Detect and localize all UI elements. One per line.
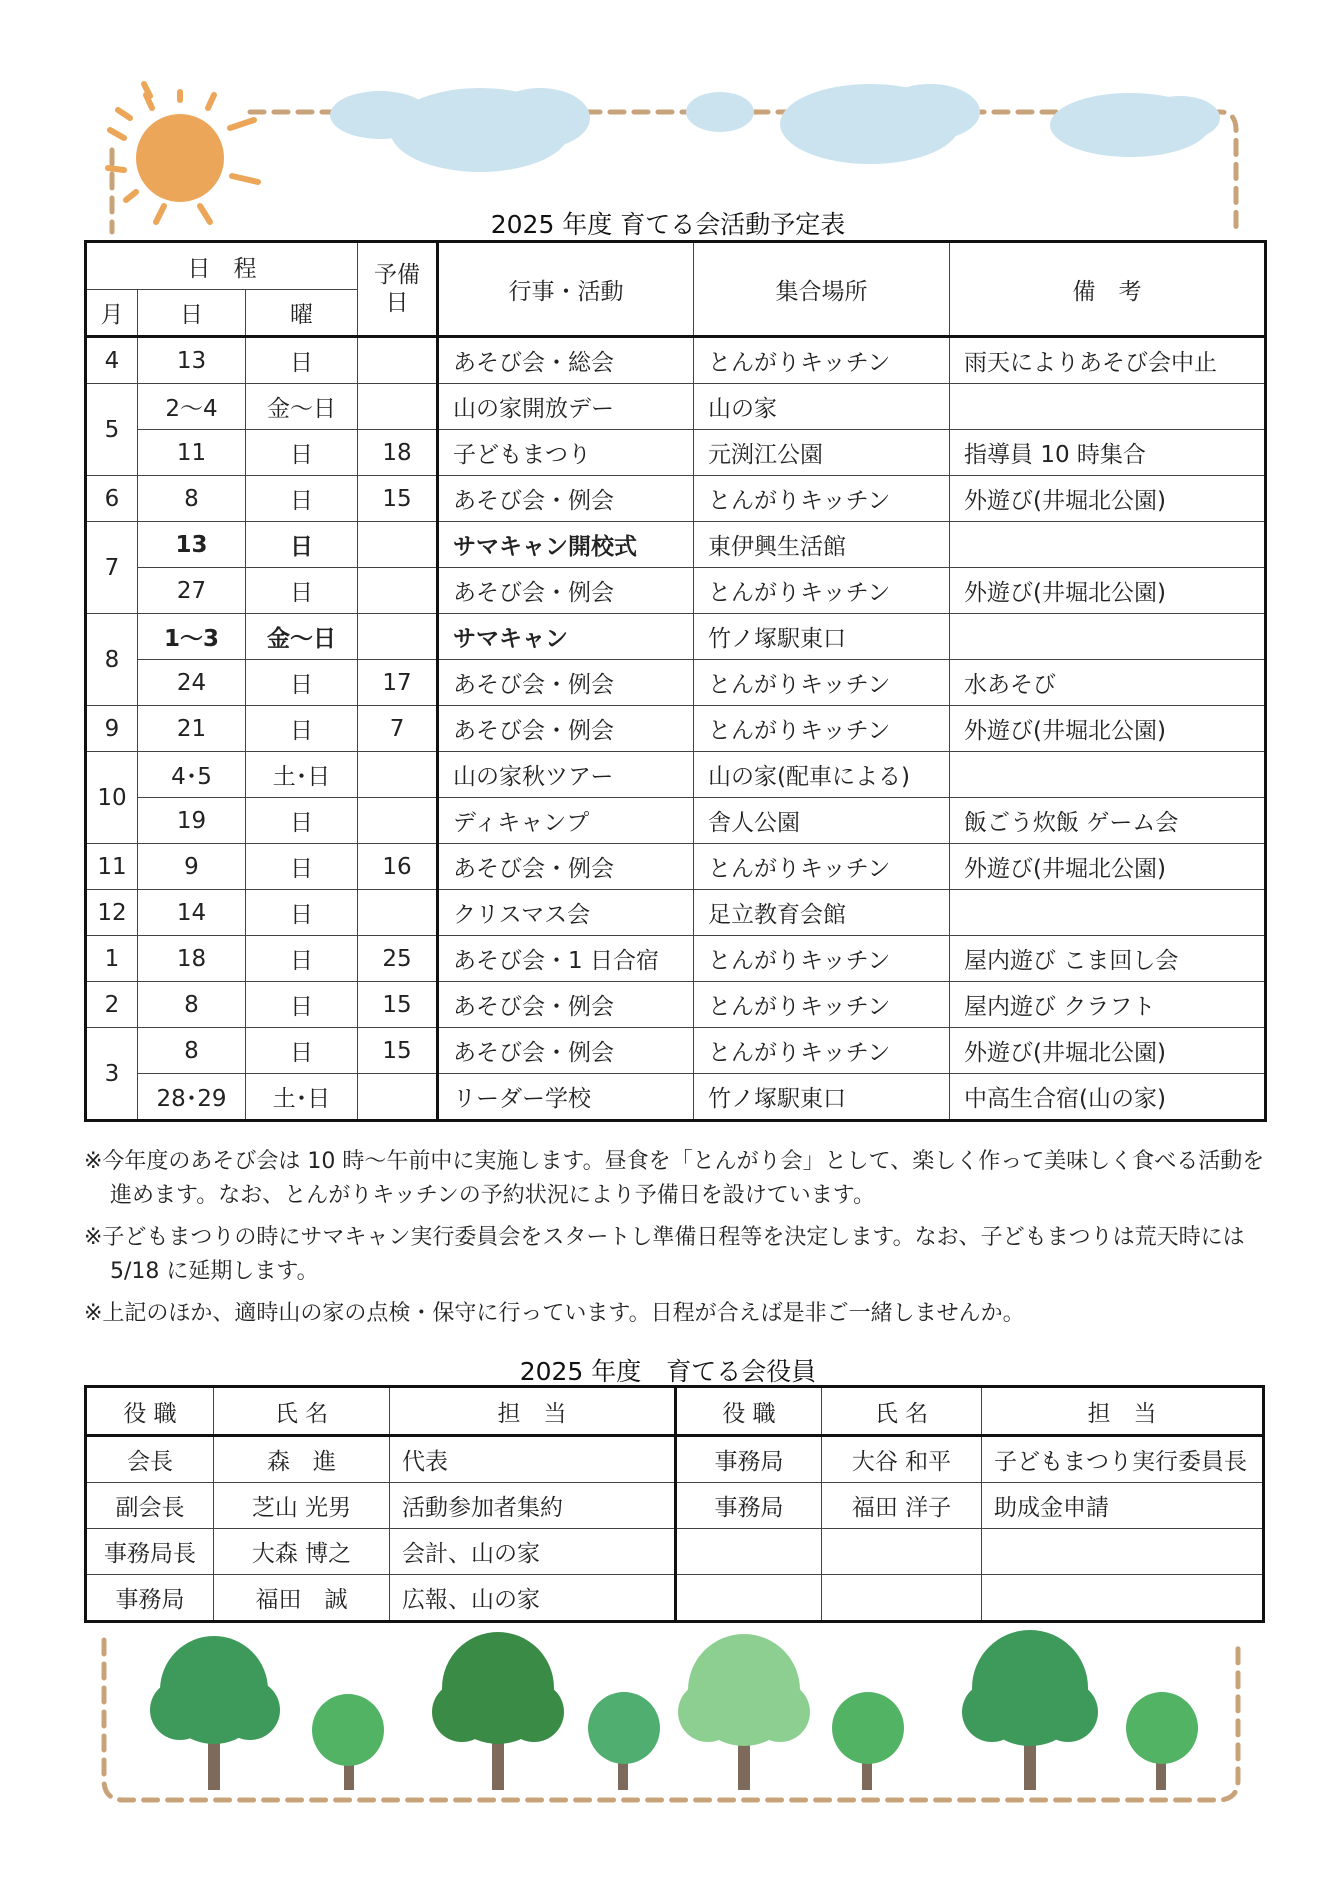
cell-place: 山の家 (694, 384, 950, 430)
header-name-left: 氏 名 (214, 1387, 390, 1436)
cell-reserve (358, 798, 438, 844)
cell-day: 11 (138, 430, 246, 476)
schedule-row (86, 890, 1266, 936)
cell-month: 5 (86, 384, 138, 476)
officer-duty (982, 1529, 1264, 1575)
cell-day: 9 (138, 844, 246, 890)
cell-month: 3 (86, 1028, 138, 1121)
header-duty-left: 担 当 (390, 1387, 676, 1436)
cell-reserve: 18 (358, 430, 438, 476)
cell-notes: 屋内遊び こま回し会 (950, 936, 1266, 982)
cell-weekday: 日 (246, 1028, 358, 1074)
cell-notes: 外遊び(井堀北公園) (950, 476, 1266, 522)
cell-event: クリスマス会 (438, 890, 694, 936)
officers-title: 2025 年度 育てる会役員 (519, 1357, 817, 1386)
cell-event: 山の家開放デー (438, 384, 694, 430)
cell-month: 7 (86, 522, 138, 614)
cell-reserve (358, 568, 438, 614)
cell-month: 4 (86, 337, 138, 384)
cell-place: とんがりキッチン (694, 337, 950, 384)
header-role-right: 役 職 (676, 1387, 822, 1436)
header-notes: 備 考 (950, 242, 1266, 337)
officers-table (84, 1385, 1265, 1623)
cell-weekday: 金〜日 (246, 384, 358, 430)
cell-place: とんがりキッチン (694, 936, 950, 982)
officer-role: 事務局 (676, 1436, 822, 1483)
header-day: 日 (138, 290, 246, 337)
header-nittei: 日 程 (86, 242, 358, 290)
officer-row (86, 1436, 1264, 1483)
officer-role: 事務局長 (86, 1529, 214, 1575)
dashed-border-bottom (104, 1640, 1238, 1800)
cell-day: 18 (138, 936, 246, 982)
cell-weekday: 日 (246, 706, 358, 752)
schedule-row (86, 844, 1266, 890)
cell-weekday: 日 (246, 890, 358, 936)
officer-name: 森 進 (214, 1436, 390, 1483)
officer-name: 福田 誠 (214, 1575, 390, 1622)
cell-notes: 外遊び(井堀北公園) (950, 844, 1266, 890)
cell-day: 19 (138, 798, 246, 844)
cell-reserve (358, 752, 438, 798)
cell-notes: 屋内遊び クラフト (950, 982, 1266, 1028)
officer-row (86, 1575, 1264, 1622)
cell-event: あそび会・例会 (438, 568, 694, 614)
cell-day: 4･5 (138, 752, 246, 798)
schedule-row (86, 660, 1266, 706)
officer-role: 事務局 (86, 1575, 214, 1622)
officer-name (822, 1529, 982, 1575)
cell-event: あそび会・例会 (438, 476, 694, 522)
officer-role (676, 1529, 822, 1575)
cell-month: 2 (86, 982, 138, 1028)
cell-day: 24 (138, 660, 246, 706)
notes-block (84, 1145, 1274, 1339)
cell-weekday: 日 (246, 522, 358, 568)
cell-event: あそび会・例会 (438, 706, 694, 752)
schedule-row (86, 614, 1266, 660)
cell-event: あそび会・1 日合宿 (438, 936, 694, 982)
cell-place: とんがりキッチン (694, 706, 950, 752)
cell-weekday: 土･日 (246, 752, 358, 798)
cell-reserve: 25 (358, 936, 438, 982)
cell-place: とんがりキッチン (694, 1028, 950, 1074)
schedule-row (86, 430, 1266, 476)
cell-event: あそび会・例会 (438, 1028, 694, 1074)
header-duty-right: 担 当 (982, 1387, 1264, 1436)
cloud-icon (330, 84, 1220, 172)
schedule-row (86, 752, 1266, 798)
officer-name (822, 1575, 982, 1622)
schedule-row (86, 936, 1266, 982)
schedule-row (86, 476, 1266, 522)
officers-body (86, 1436, 1264, 1622)
cell-notes (950, 614, 1266, 660)
cell-notes: 中高生合宿(山の家) (950, 1074, 1266, 1121)
officer-name: 大森 博之 (214, 1529, 390, 1575)
officer-row (86, 1529, 1264, 1575)
cell-place: とんがりキッチン (694, 568, 950, 614)
cell-day: 27 (138, 568, 246, 614)
cell-weekday: 日 (246, 660, 358, 706)
cell-day: 28･29 (138, 1074, 246, 1121)
cell-place: 足立教育会館 (694, 890, 950, 936)
schedule-table (84, 240, 1267, 1122)
officer-role: 副会長 (86, 1483, 214, 1529)
cell-event: 山の家秋ツアー (438, 752, 694, 798)
cell-weekday: 日 (246, 982, 358, 1028)
officer-row (86, 1483, 1264, 1529)
header-month: 月 (86, 290, 138, 337)
officer-duty: 子どもまつり実行委員長 (982, 1436, 1264, 1483)
cell-reserve (358, 890, 438, 936)
cell-day: 8 (138, 982, 246, 1028)
cell-notes: 外遊び(井堀北公園) (950, 706, 1266, 752)
cell-day: 13 (138, 522, 246, 568)
officer-role: 事務局 (676, 1483, 822, 1529)
header-reserve-day: 予備 日 (358, 242, 438, 337)
cell-weekday: 日 (246, 430, 358, 476)
cell-place: 東伊興生活館 (694, 522, 950, 568)
cell-notes: 指導員 10 時集合 (950, 430, 1266, 476)
cell-month: 1 (86, 936, 138, 982)
schedule-row (86, 706, 1266, 752)
cell-month: 11 (86, 844, 138, 890)
cell-weekday: 日 (246, 568, 358, 614)
cell-reserve: 15 (358, 476, 438, 522)
cell-reserve (358, 337, 438, 384)
schedule-row (86, 982, 1266, 1028)
cell-reserve: 16 (358, 844, 438, 890)
cell-event: サマキャン (438, 614, 694, 660)
cell-reserve (358, 1074, 438, 1121)
cell-place: とんがりキッチン (694, 476, 950, 522)
cell-day: 8 (138, 1028, 246, 1074)
header-place: 集合場所 (694, 242, 950, 337)
schedule-row (86, 798, 1266, 844)
cell-reserve (358, 384, 438, 430)
cell-event: サマキャン開校式 (438, 522, 694, 568)
officer-duty: 代表 (390, 1436, 676, 1483)
officer-role: 会長 (86, 1436, 214, 1483)
cell-weekday: 土･日 (246, 1074, 358, 1121)
cell-reserve: 15 (358, 982, 438, 1028)
cell-day: 13 (138, 337, 246, 384)
cell-event: あそび会・例会 (438, 982, 694, 1028)
cell-month: 12 (86, 890, 138, 936)
cell-month: 8 (86, 614, 138, 706)
header-weekday: 曜 (246, 290, 358, 337)
cell-day: 21 (138, 706, 246, 752)
cell-place: 元渕江公園 (694, 430, 950, 476)
cell-day: 8 (138, 476, 246, 522)
cell-weekday: 日 (246, 337, 358, 384)
schedule-row (86, 384, 1266, 430)
cell-event: あそび会・例会 (438, 844, 694, 890)
note-1: ※今年度のあそび会は 10 時〜午前中に実施します。昼食を「とんがり会」として、楽しく作って美味しく食べる活動を進めます。なお、とんがりキッチンの予約状況により予備日を設けています。 (84, 1149, 1265, 1208)
cell-weekday: 日 (246, 844, 358, 890)
tree-icon (150, 1630, 1198, 1790)
cell-place: とんがりキッチン (694, 660, 950, 706)
cell-notes (950, 890, 1266, 936)
cell-notes (950, 522, 1266, 568)
cell-day: 14 (138, 890, 246, 936)
officer-duty: 活動参加者集約 (390, 1483, 676, 1529)
cell-place: 竹ノ塚駅東口 (694, 1074, 950, 1121)
header-name-right: 氏 名 (822, 1387, 982, 1436)
header-decoration (0, 0, 1336, 240)
cell-place: とんがりキッチン (694, 844, 950, 890)
cell-event: あそび会・例会 (438, 660, 694, 706)
header-role-left: 役 職 (86, 1387, 214, 1436)
officer-role (676, 1575, 822, 1622)
cell-weekday: 日 (246, 798, 358, 844)
cell-notes (950, 752, 1266, 798)
cell-month: 6 (86, 476, 138, 522)
cell-event: あそび会・総会 (438, 337, 694, 384)
cell-day: 2〜4 (138, 384, 246, 430)
cell-reserve: 15 (358, 1028, 438, 1074)
officer-name: 大谷 和平 (822, 1436, 982, 1483)
cell-weekday: 日 (246, 476, 358, 522)
officer-name: 福田 洋子 (822, 1483, 982, 1529)
cell-notes: 外遊び(井堀北公園) (950, 1028, 1266, 1074)
cell-notes (950, 384, 1266, 430)
note-3: ※上記のほか、適時山の家の点検・保守に行っています。日程が合えば是非ご一緒しませんか。 (84, 1301, 1025, 1326)
cell-notes: 飯ごう炊飯 ゲーム会 (950, 798, 1266, 844)
schedule-row (86, 1028, 1266, 1074)
cell-place: 舎人公園 (694, 798, 950, 844)
cell-month: 10 (86, 752, 138, 844)
cell-event: 子どもまつり (438, 430, 694, 476)
cell-notes: 水あそび (950, 660, 1266, 706)
cell-weekday: 金〜日 (246, 614, 358, 660)
schedule-row (86, 1074, 1266, 1121)
officer-duty: 会計、山の家 (390, 1529, 676, 1575)
officer-duty: 助成金申請 (982, 1483, 1264, 1529)
cell-notes: 外遊び(井堀北公園) (950, 568, 1266, 614)
cell-reserve (358, 522, 438, 568)
cell-place: 竹ノ塚駅東口 (694, 614, 950, 660)
officer-name: 芝山 光男 (214, 1483, 390, 1529)
sun-icon (108, 84, 258, 222)
schedule-body (86, 337, 1266, 1121)
note-2: ※子どもまつりの時にサマキャン実行委員会をスタートし準備日程等を決定します。なお、子どもまつりは荒天時には 5/18 に延期します。 (84, 1225, 1245, 1284)
cell-day: 1〜3 (138, 614, 246, 660)
cell-place: 山の家(配車による) (694, 752, 950, 798)
cell-reserve: 7 (358, 706, 438, 752)
schedule-row (86, 337, 1266, 384)
cell-place: とんがりキッチン (694, 982, 950, 1028)
schedule-row (86, 522, 1266, 568)
cell-reserve (358, 614, 438, 660)
cell-event: ディキャンプ (438, 798, 694, 844)
cell-event: リーダー学校 (438, 1074, 694, 1121)
schedule-row (86, 568, 1266, 614)
cell-reserve: 17 (358, 660, 438, 706)
schedule-title: 2025 年度 育てる会活動予定表 (490, 210, 846, 239)
cell-notes: 雨天によりあそび会中止 (950, 337, 1266, 384)
cell-month: 9 (86, 706, 138, 752)
officer-duty: 広報、山の家 (390, 1575, 676, 1622)
cell-weekday: 日 (246, 936, 358, 982)
header-event: 行事・活動 (438, 242, 694, 337)
officer-duty (982, 1575, 1264, 1622)
